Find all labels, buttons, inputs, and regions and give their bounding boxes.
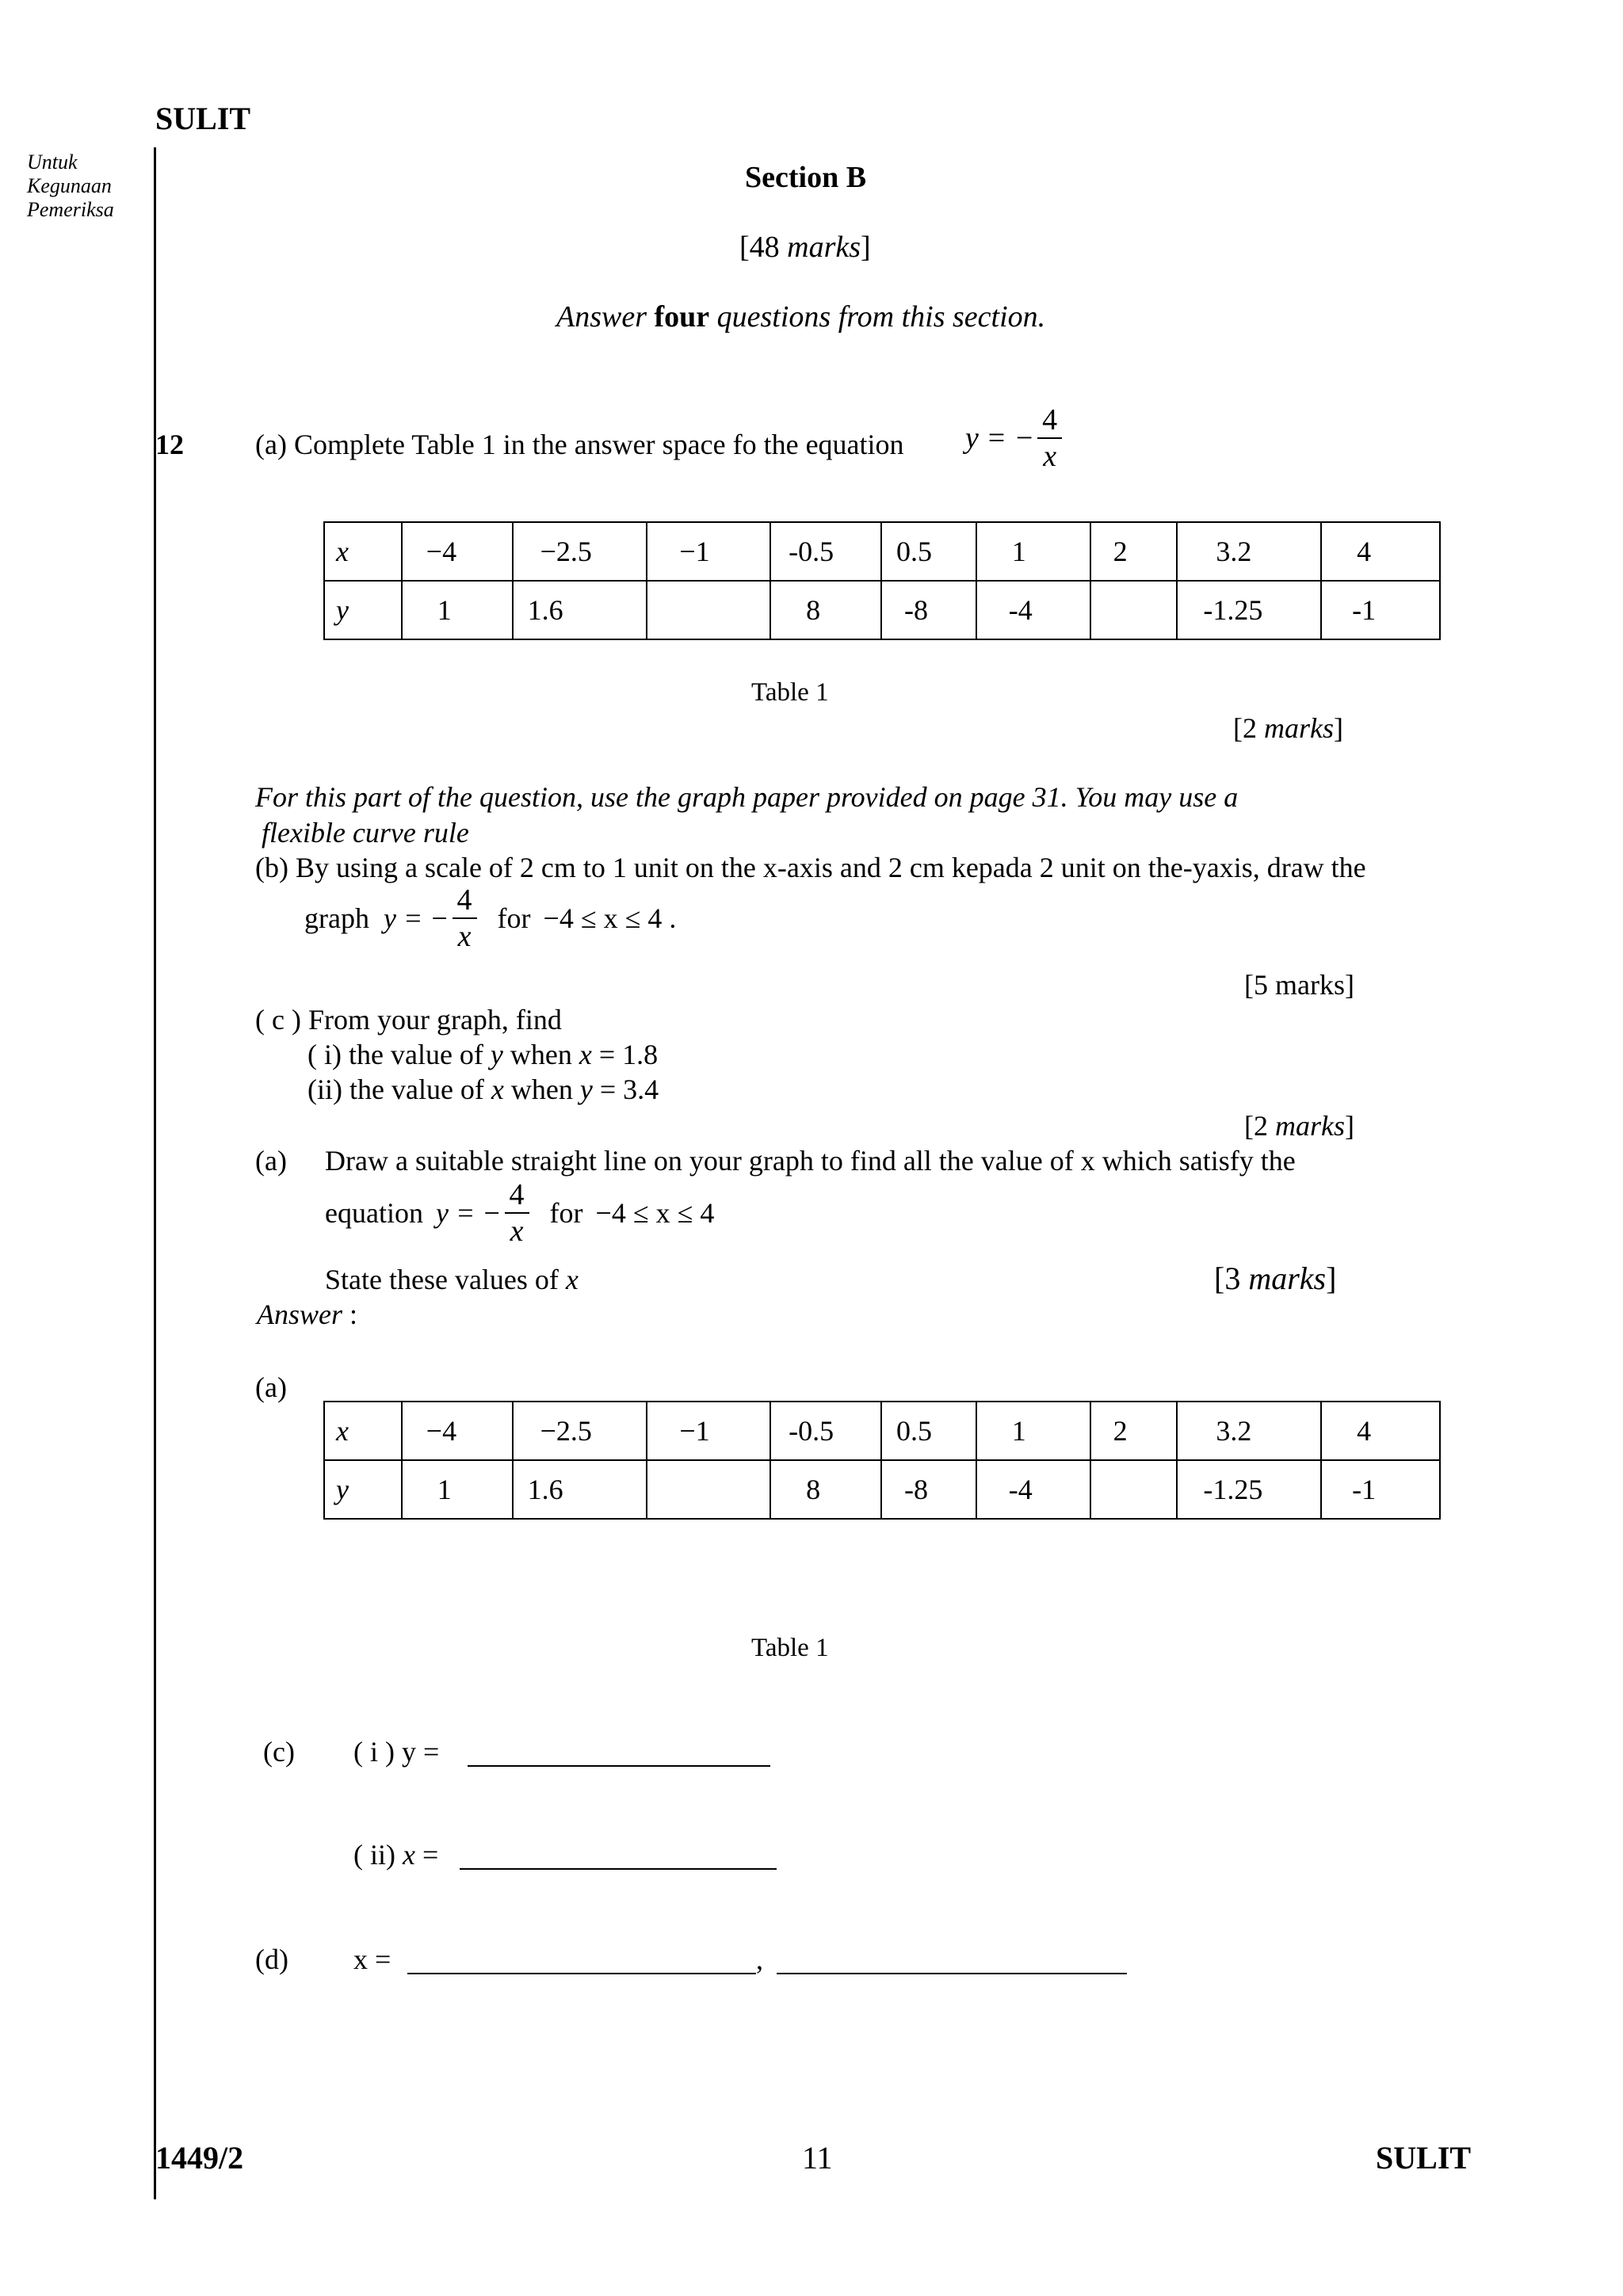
marks-close: ] <box>861 231 871 264</box>
graph-note: flexible curve rule <box>262 817 469 849</box>
marks-word: marks <box>1264 712 1334 744</box>
equation-lhs: y = − <box>965 421 1035 455</box>
x-label: x <box>336 1415 349 1447</box>
variable: x <box>491 1074 504 1105</box>
equation-fraction <box>453 883 477 954</box>
part-b-marks: [5 marks] <box>1244 969 1354 1001</box>
table-cell: −2.5 <box>513 522 647 581</box>
variable: x <box>579 1039 592 1070</box>
fraction-denominator: x <box>1043 440 1057 473</box>
instruction-bold: four <box>654 300 710 334</box>
table-cell: -1 <box>1321 1460 1440 1519</box>
table-cell: −4 <box>402 1402 513 1460</box>
answer-colon: : <box>342 1299 358 1330</box>
equation-fraction <box>505 1177 529 1249</box>
answer-d-label: (d) <box>255 1943 288 1975</box>
part-d-instruction: Draw a suitable straight line on your graph to find all the value of x which satisfy the <box>325 1145 1296 1177</box>
part-a-marks <box>1233 711 1343 745</box>
marks-number: [2 <box>1244 1110 1275 1142</box>
table-cell: −2.5 <box>513 1402 647 1460</box>
margin-note-line: Untuk <box>27 151 78 174</box>
table-cell <box>324 1460 402 1519</box>
sulit-header: SULIT <box>155 101 251 136</box>
table-cell: 0.5 <box>881 1402 976 1460</box>
value: = 1.8 <box>591 1039 659 1070</box>
answer-table <box>323 1401 1441 1520</box>
text: ( i) the value of <box>307 1039 491 1070</box>
table-caption: Table 1 <box>751 678 829 707</box>
table-cell: 1.6 <box>513 1460 647 1519</box>
y-label: y <box>336 1474 349 1505</box>
page-number: 11 <box>802 2140 833 2176</box>
margin-note-line: Kegunaan <box>27 174 112 197</box>
table-row-x <box>324 1402 1440 1460</box>
answer-word: Answer <box>257 1299 342 1330</box>
table-cell-blank <box>1090 581 1178 639</box>
marks-close: ] <box>1334 712 1343 744</box>
table-cell: 1 <box>402 581 513 639</box>
table-cell <box>324 581 402 639</box>
table-cell: 2 <box>1090 1402 1178 1460</box>
table-cell: 1 <box>976 522 1090 581</box>
equation-word: equation <box>325 1197 423 1229</box>
fraction-denominator: x <box>510 1215 524 1248</box>
table-row-y <box>324 1460 1440 1519</box>
table-cell: -1.25 <box>1177 1460 1321 1519</box>
table-cell: 3.2 <box>1177 1402 1321 1460</box>
table-row-y <box>324 581 1440 639</box>
table-cell-blank[interactable] <box>1090 1460 1178 1519</box>
marks-close: ] <box>1326 1261 1337 1296</box>
answer-table-caption: Table 1 <box>751 1634 829 1662</box>
equation-lhs: y = − <box>435 1197 502 1229</box>
part-d-marks <box>1214 1260 1336 1297</box>
x-label: x <box>336 536 349 567</box>
table-cell: 4 <box>1321 522 1440 581</box>
variable: y <box>490 1039 503 1070</box>
table-cell: -4 <box>976 581 1090 639</box>
answer-c-label: (c) <box>263 1736 295 1768</box>
answer-d-blank-2[interactable] <box>777 1973 1127 1974</box>
variable: x <box>402 1839 415 1871</box>
answer-d-comma: , <box>756 1943 763 1975</box>
table-cell: 8 <box>770 581 881 639</box>
for-word: for <box>549 1197 583 1229</box>
part-b-instruction: (b) By using a scale of 2 cm to 1 unit on the x-axis and 2 cm kepada 2 unit on the-yaxis, draw the <box>255 852 1366 883</box>
table-row-x <box>324 522 1440 581</box>
marks-word: marks <box>1275 1110 1345 1142</box>
table-cell: -1.25 <box>1177 581 1321 639</box>
table-cell: −1 <box>647 522 770 581</box>
section-marks <box>739 230 871 265</box>
fraction-denominator: x <box>457 920 472 953</box>
answer-c-ii-blank[interactable] <box>460 1868 777 1870</box>
marks-word: marks <box>787 231 861 264</box>
marks-close: ] <box>1345 1110 1354 1142</box>
table-cell: -8 <box>881 1460 976 1519</box>
variable: x <box>565 1264 579 1295</box>
table-cell: -4 <box>976 1460 1090 1519</box>
instruction-pre: Answer <box>556 300 655 334</box>
equation-fraction <box>1037 402 1062 474</box>
table-cell: 8 <box>770 1460 881 1519</box>
part-c-marks <box>1244 1109 1354 1142</box>
table-cell: 0.5 <box>881 522 976 581</box>
value: = 3.4 <box>592 1074 659 1105</box>
examiner-margin-note <box>27 151 154 222</box>
answer-label <box>257 1298 357 1331</box>
fraction-numerator: 4 <box>1037 402 1062 439</box>
text: when <box>503 1074 580 1105</box>
table-cell: -1 <box>1321 581 1440 639</box>
answer-a-label: (a) <box>255 1371 287 1403</box>
instruction-post: questions from this section. <box>709 300 1046 334</box>
table-cell: -0.5 <box>770 522 881 581</box>
part-c-ii <box>307 1073 659 1106</box>
answer-d-x: x = <box>353 1943 391 1975</box>
variable: y <box>579 1074 593 1105</box>
paper-code: 1449/2 <box>155 2140 244 2176</box>
text: = <box>414 1839 439 1871</box>
marks-number: [2 <box>1233 712 1264 744</box>
section-instruction <box>556 299 1045 334</box>
domain-range: −4 ≤ x ≤ 4 . <box>543 902 677 934</box>
table-cell <box>324 1402 402 1460</box>
answer-c-i-blank[interactable] <box>468 1765 770 1767</box>
part-c-i <box>307 1038 658 1071</box>
table-cell: 3.2 <box>1177 522 1321 581</box>
marks-number: [3 <box>1214 1261 1249 1296</box>
table-cell: −4 <box>402 522 513 581</box>
section-title: Section B <box>745 161 867 194</box>
table-cell: −1 <box>647 1402 770 1460</box>
margin-note-line: Pemeriksa <box>27 198 114 221</box>
table-cell: 2 <box>1090 522 1178 581</box>
part-b-graph-line <box>304 883 676 954</box>
table-cell-blank[interactable] <box>647 1460 770 1519</box>
table-cell: 1 <box>402 1460 513 1519</box>
fraction-numerator: 4 <box>453 883 477 919</box>
domain-range: −4 ≤ x ≤ 4 <box>595 1197 715 1229</box>
answer-d-blank-1[interactable] <box>407 1973 756 1974</box>
part-a-instruction: (a) Complete Table 1 in the answer space fo the equation <box>255 429 904 460</box>
table-cell: 4 <box>1321 1402 1440 1460</box>
part-d-label: (a) <box>255 1145 287 1177</box>
text: ( ii) <box>353 1839 403 1871</box>
answer-c-i: ( i ) y = <box>353 1736 440 1768</box>
part-d-state <box>325 1263 579 1296</box>
sulit-footer: SULIT <box>1376 2140 1472 2176</box>
question-number: 12 <box>155 429 184 460</box>
fraction-numerator: 4 <box>505 1177 529 1214</box>
y-label: y <box>336 594 349 626</box>
table-cell: 1.6 <box>513 581 647 639</box>
table-cell: 1 <box>976 1402 1090 1460</box>
graph-word: graph <box>304 902 369 934</box>
equation-a <box>965 402 1065 474</box>
answer-c-ii <box>353 1838 438 1871</box>
graph-note: For this part of the question, use the graph paper provided on page 31. You may use a <box>255 781 1239 813</box>
text: (ii) the value of <box>307 1074 491 1105</box>
table-cell: -8 <box>881 581 976 639</box>
table-cell: -0.5 <box>770 1402 881 1460</box>
text: when <box>502 1039 579 1070</box>
part-d-equation-line <box>325 1177 714 1249</box>
equation-lhs: y = − <box>383 902 449 934</box>
marks-number: [48 <box>739 231 788 264</box>
part-c-instruction: ( c ) From your graph, find <box>255 1004 562 1035</box>
marks-word: marks <box>1248 1261 1327 1296</box>
table-cell <box>324 522 402 581</box>
question-table <box>323 521 1441 640</box>
for-word: for <box>497 902 531 934</box>
text: State these values of <box>325 1264 566 1295</box>
table-cell-blank <box>647 581 770 639</box>
